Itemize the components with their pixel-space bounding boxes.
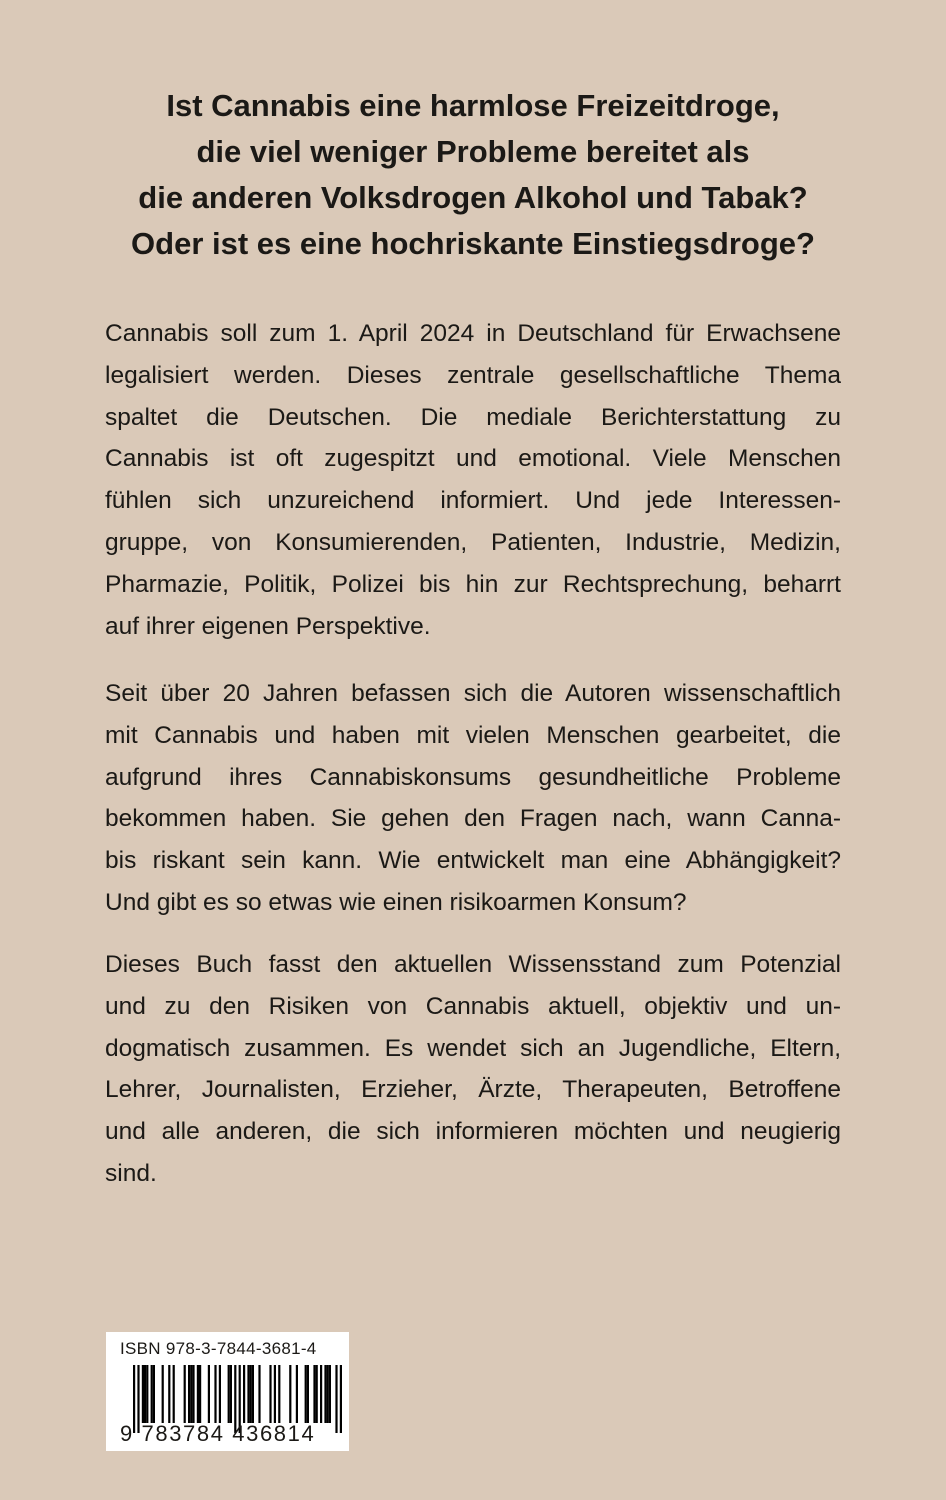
isbn-barcode-box [106, 1332, 349, 1451]
paragraph-authors [105, 673, 841, 924]
headline-line: Oder ist es eine hochriskante Einstiegsdroge? [131, 226, 815, 261]
text-line: mit Cannabis und haben mit vielen Menschen gearbeitet, die [105, 721, 841, 749]
text-line: bis riskant sein kann. Wie entwickelt man eine Abhängigkeit? [105, 847, 841, 875]
barcode-bar [269, 1365, 271, 1423]
paragraph-legalization [105, 313, 841, 647]
barcode-bar [274, 1365, 276, 1423]
text-line: dogmatisch zusammen. Es wendet sich an Jugendliche, Eltern, [105, 1034, 841, 1062]
text-line: spaltet die Deutschen. Die mediale Berichterstattung zu [105, 403, 841, 431]
barcode-bar [335, 1365, 337, 1433]
barcode-bar [340, 1365, 342, 1433]
text-line: Cannabis ist oft zugespitzt und emotional. Viele Menschen [105, 445, 841, 473]
barcode-bar [305, 1365, 307, 1423]
barcode-bar [188, 1365, 190, 1423]
text-line: und alle anderen, die sich informieren möchten und neugierig [105, 1118, 841, 1146]
barcode-bar [258, 1365, 260, 1423]
text-line: legalisiert werden. Dieses zentrale gesellschaftliche Thema [105, 361, 841, 389]
text-line: aufgrund ihres Cannabiskonsums gesundheitliche Probleme [105, 763, 841, 791]
barcode-bar [173, 1365, 175, 1423]
text-line: auf ihrer eigenen Perspektive. [105, 612, 431, 640]
barcode-bar [324, 1365, 326, 1423]
barcode-bar [142, 1365, 144, 1423]
barcode-bar [307, 1365, 309, 1423]
text-line: Dieses Buch fasst den aktuellen Wissensstand zum Potenzial [105, 951, 841, 978]
barcode-bar [243, 1365, 245, 1423]
barcode-bar [252, 1365, 254, 1423]
headline-line: die anderen Volksdrogen Alkohol und Tabak? [138, 180, 808, 215]
barcode-bar [192, 1365, 194, 1423]
barcode-bar [168, 1365, 170, 1423]
headline-line: Ist Cannabis eine harmlose Freizeitdroge, [166, 88, 780, 123]
headline-line: die viel weniger Probleme bereitet als [196, 134, 750, 169]
paragraph-audience [105, 944, 841, 1195]
barcode-bar [327, 1365, 329, 1423]
text-line: Pharmazie, Politik, Polizei bis hin zur Rechtsprechung, beharrt [105, 570, 841, 598]
text-line: gruppe, von Konsumierenden, Patienten, Industrie, Medizin, [105, 528, 841, 556]
barcode-bar [230, 1365, 232, 1423]
barcode-bar [247, 1365, 249, 1423]
barcode-bar [146, 1365, 148, 1423]
text-line: Und gibt es so etwas wie einen risikoarmen Konsum? [105, 888, 687, 916]
text-line: Lehrer, Journalisten, Erzieher, Ärzte, Therapeuten, Betroffene [105, 1076, 841, 1104]
isbn-label: ISBN 978-3-7844-3681-4 [120, 1339, 317, 1358]
barcode-bar [151, 1365, 153, 1423]
barcode-bar [208, 1365, 210, 1423]
barcode-bar [278, 1365, 280, 1423]
barcode-bar [144, 1365, 146, 1423]
barcode-bar [199, 1365, 201, 1423]
barcode-bar [214, 1365, 216, 1423]
barcode-bar [329, 1365, 331, 1423]
text-line: bekommen haben. Sie gehen den Fragen nach, wann Canna- [105, 805, 841, 833]
text-line: Cannabis soll zum 1. April 2024 in Deutschland für Erwachsene [105, 320, 841, 347]
text-line: Seit über 20 Jahren befassen sich die Autoren wissenschaftlich [105, 680, 841, 707]
barcode-bar [296, 1365, 298, 1423]
barcode-bar [197, 1365, 199, 1423]
barcode-bar [313, 1365, 315, 1423]
barcode-bar [162, 1365, 164, 1423]
barcode-bar [228, 1365, 230, 1423]
text-line: fühlen sich unzureichend informiert. Und jede Interessen- [105, 487, 841, 515]
barcode-bar [289, 1365, 291, 1423]
text-line: und zu den Risiken von Cannabis aktuell, objektiv und un- [105, 992, 841, 1020]
barcode-bar [219, 1365, 221, 1423]
barcode-bar [316, 1365, 318, 1423]
barcode-bar [320, 1365, 322, 1423]
ean-digits: 9 783784 436814 [120, 1421, 316, 1446]
barcode-bar [153, 1365, 155, 1423]
text-line: sind. [105, 1159, 157, 1187]
barcode-bar [190, 1365, 192, 1423]
barcode-bar [184, 1365, 186, 1423]
barcode-bar [250, 1365, 252, 1423]
headline [100, 83, 846, 267]
